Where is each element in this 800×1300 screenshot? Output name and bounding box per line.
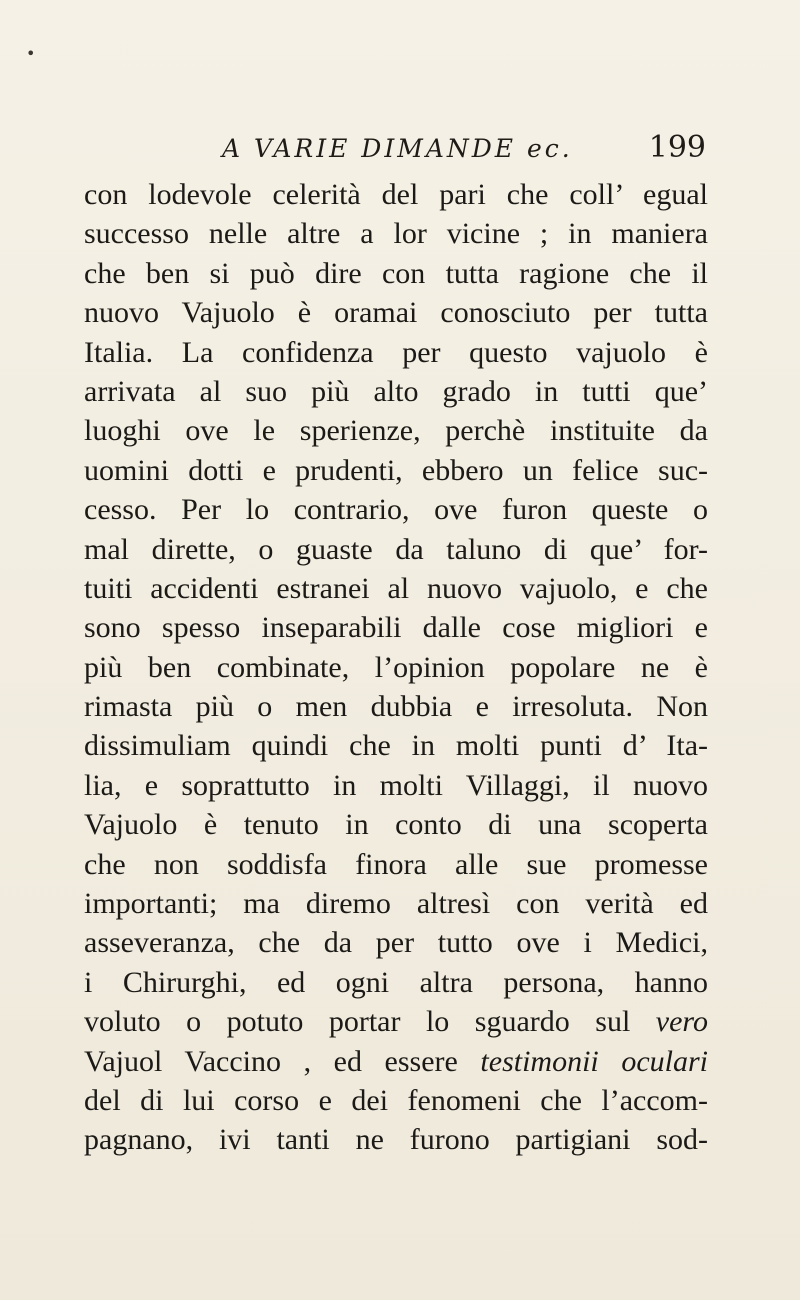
text-segment: sono spesso inseparabili dalle cose migliori e xyxy=(84,611,708,645)
text-line xyxy=(84,333,708,372)
text-segment: Vajuol Vaccino , ed essere xyxy=(84,1044,481,1078)
text-segment: asseveranza, che da per tutto ove i Medici, xyxy=(84,926,708,960)
text-segment: lia, e soprattutto in molti Villaggi, il nuovo xyxy=(84,768,708,802)
text-line xyxy=(84,963,708,1002)
text-line xyxy=(84,608,708,647)
text-line xyxy=(84,1081,708,1120)
text-line xyxy=(84,1042,708,1081)
text-line xyxy=(84,214,708,253)
text-line xyxy=(84,923,708,962)
text-line xyxy=(84,687,708,726)
running-head xyxy=(222,128,712,172)
text-line xyxy=(84,254,708,293)
body-text xyxy=(84,175,708,1160)
text-line xyxy=(84,805,708,844)
text-segment: che ben si può dire con tutta ragione che il xyxy=(84,256,708,290)
text-segment: più ben combinate, l’opinion popolare ne è xyxy=(84,650,708,684)
text-line xyxy=(84,530,708,569)
text-segment: tuiti accidenti estranei al nuovo vajuolo, e che xyxy=(84,571,708,605)
text-segment: rimasta più o men dubbia e irresoluta. Non xyxy=(84,690,708,724)
text-segment: importanti; ma diremo altresì con verità ed xyxy=(84,887,708,921)
text-segment: i Chirurghi, ed ogni altra persona, hanno xyxy=(84,965,708,999)
text-line xyxy=(84,293,708,332)
text-segment: mal dirette, o guaste da taluno di que’ for- xyxy=(84,532,708,566)
text-segment: nuovo Vajuolo è oramai conosciuto per tutta xyxy=(84,296,708,330)
text-line xyxy=(84,1002,708,1041)
text-segment: uomini dotti e prudenti, ebbero un felice suc- xyxy=(84,453,708,487)
text-line xyxy=(84,726,708,765)
text-segment: con lodevole celerità del pari che coll’ egual xyxy=(84,178,708,211)
text-line xyxy=(84,569,708,608)
text-segment: successo nelle altre a lor vicine ; in maniera xyxy=(84,217,708,251)
text-segment: che non soddisfa finora alle sue promesse xyxy=(84,847,708,881)
text-segment: dissimuliam quindi che in molti punti d’ Ita- xyxy=(84,729,708,763)
text-line xyxy=(84,411,708,450)
italic-text: vero xyxy=(655,1005,708,1039)
running-head-title: A VARIE DIMANDE ec. xyxy=(222,134,573,163)
text-line xyxy=(84,1120,708,1159)
italic-text: testimonii oculari xyxy=(480,1044,708,1078)
text-line xyxy=(84,451,708,490)
text-segment: voluto o potuto portar lo sguardo sul xyxy=(84,1005,656,1039)
text-line xyxy=(84,845,708,884)
text-segment: Italia. La confidenza per questo vajuolo è xyxy=(84,335,708,369)
text-line xyxy=(84,490,708,529)
text-segment: pagnano, ivi tanti ne furono partigiani sod- xyxy=(84,1123,708,1157)
text-line xyxy=(84,884,708,923)
text-segment: Vajuolo è tenuto in conto di una scoperta xyxy=(84,808,708,842)
text-segment: arrivata al suo più alto grado in tutti que’ xyxy=(84,374,708,408)
text-segment: cesso. Per lo contrario, ove furon queste o xyxy=(84,493,708,527)
text-segment: luoghi ove le sperienze, perchè instituite da xyxy=(84,414,708,448)
text-line xyxy=(84,648,708,687)
text-line xyxy=(84,372,708,411)
text-segment: del di lui corso e dei fenomeni che l’accom- xyxy=(84,1083,708,1117)
corner-mark: • xyxy=(26,44,36,63)
page-number: 199 xyxy=(648,130,706,165)
text-line xyxy=(84,175,708,214)
text-line xyxy=(84,766,708,805)
